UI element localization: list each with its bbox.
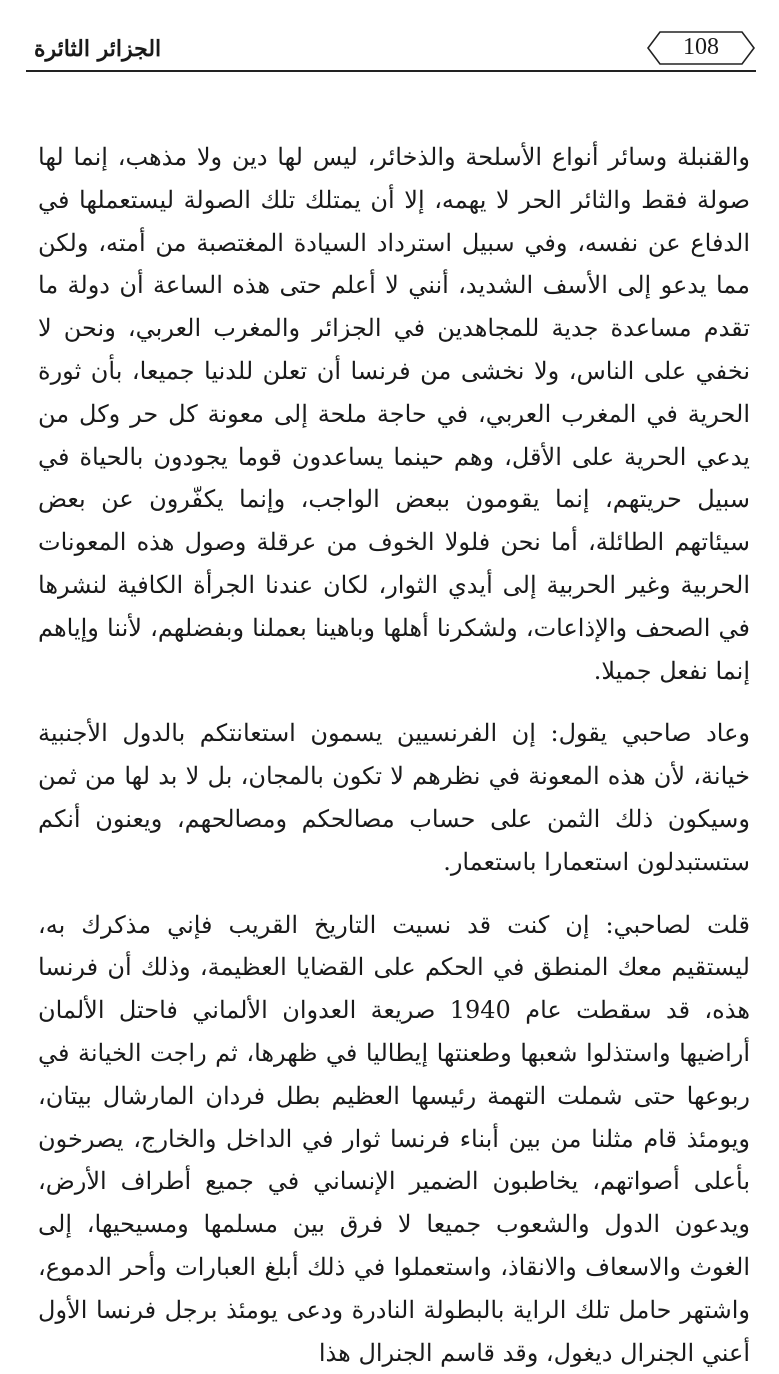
body-text [38, 136, 750, 1374]
page-number-badge [646, 30, 756, 66]
running-title: الجزائر الثائرة [34, 36, 162, 62]
paragraph: والقنبلة وسائر أنواع الأسلحة والذخائر، ليس لها دين ولا مذهب، إنما لها صولة فقط والثائر الحر لا يهمه، إلا أن يمتلك تلك الصولة ليستعملها في الدفاع عن نفسه، وفي سبيل استرداد السيادة المغتصبة من أمته، ولكن مما يدعو إلى الأسف الشديد، أنني لا أعلم حتى هذه الساعة أن دولة ما تقدم مساعدة جدية للمجاهدين في الجزائر والمغرب العربي، ونحن لا نخفي على الناس، ولا نخشى من فرنسا أن تعلن للدنيا جميعا، بأن ثورة الحرية في المغرب العربي، في حاجة ملحة إلى معونة كل حر وكل من يدعي الحرية على الأقل، وهم حينما يساعدون قوما يجودون بالحياة في سبيل حريتهم، إنما يقومون ببعض الواجب، وإنما يكفّرون عن بعض سيئاتهم الطائلة، أما نحن فلولا الخوف من عرقلة وصول هذه المعونات الحربية وغير الحربية إلى أيدي الثوار، لكان عندنا الجرأة الكافية لنشرها في الصحف والإذاعات، ولشكرنا أهلها وباهينا بعملنا وبفضلهم، لأننا وإياهم إنما نفعل جميلا. [38, 143, 751, 685]
paragraph: وعاد صاحبي يقول: إن الفرنسيين يسمون استعانتكم بالدول الأجنبية خيانة، لأن هذه المعونة في نظرهم لا تكون بالمجان، بل لا بد لها من ثمن وسيكون ذلك الثمن على حساب مصالحكم ومصالحهم، ويعنون أنكم ستستبدلون استعمارا باستعمار. [38, 719, 750, 876]
paragraph: قلت لصاحبي: إن كنت قد نسيت التاريخ القريب فإني مذكرك به، ليستقيم معك المنطق في الحكم على القضايا العظيمة، وذلك أن فرنسا هذه، قد سقطت عام 1940 صريعة العدوان الألماني فاحتل الألمان أراضيها واستذلوا شعبها وطعنتها إيطاليا في ظهرها، ثم راجت الخيانة في ربوعها حتى شملت التهمة رئيسها العظيم بطل فردان المارشال بيتان، ويومئذ قام مثلنا من بين أبناء فرنسا ثوار في الداخل والخارج، يصرخون بأعلى أصواتهم، يخاطبون الضمير الإنساني في جميع أطراف الأرض، ويدعون الدول والشعوب جميعا لا فرق بين مسلمها ومسيحيها، إلى الغوث والاسعاف والانقاذ، واستعملوا في ذلك أبلغ العبارات وأحر الدموع، واشتهر حامل تلك الراية بالبطولة النادرة ودعى يومئذ برجل فرنسا الأول أعني الجنرال ديغول، وقد قاسم الجنرال هذا [38, 910, 750, 1367]
page-number: 108 [683, 34, 719, 60]
page-header [26, 30, 756, 72]
header-rule [26, 70, 756, 72]
